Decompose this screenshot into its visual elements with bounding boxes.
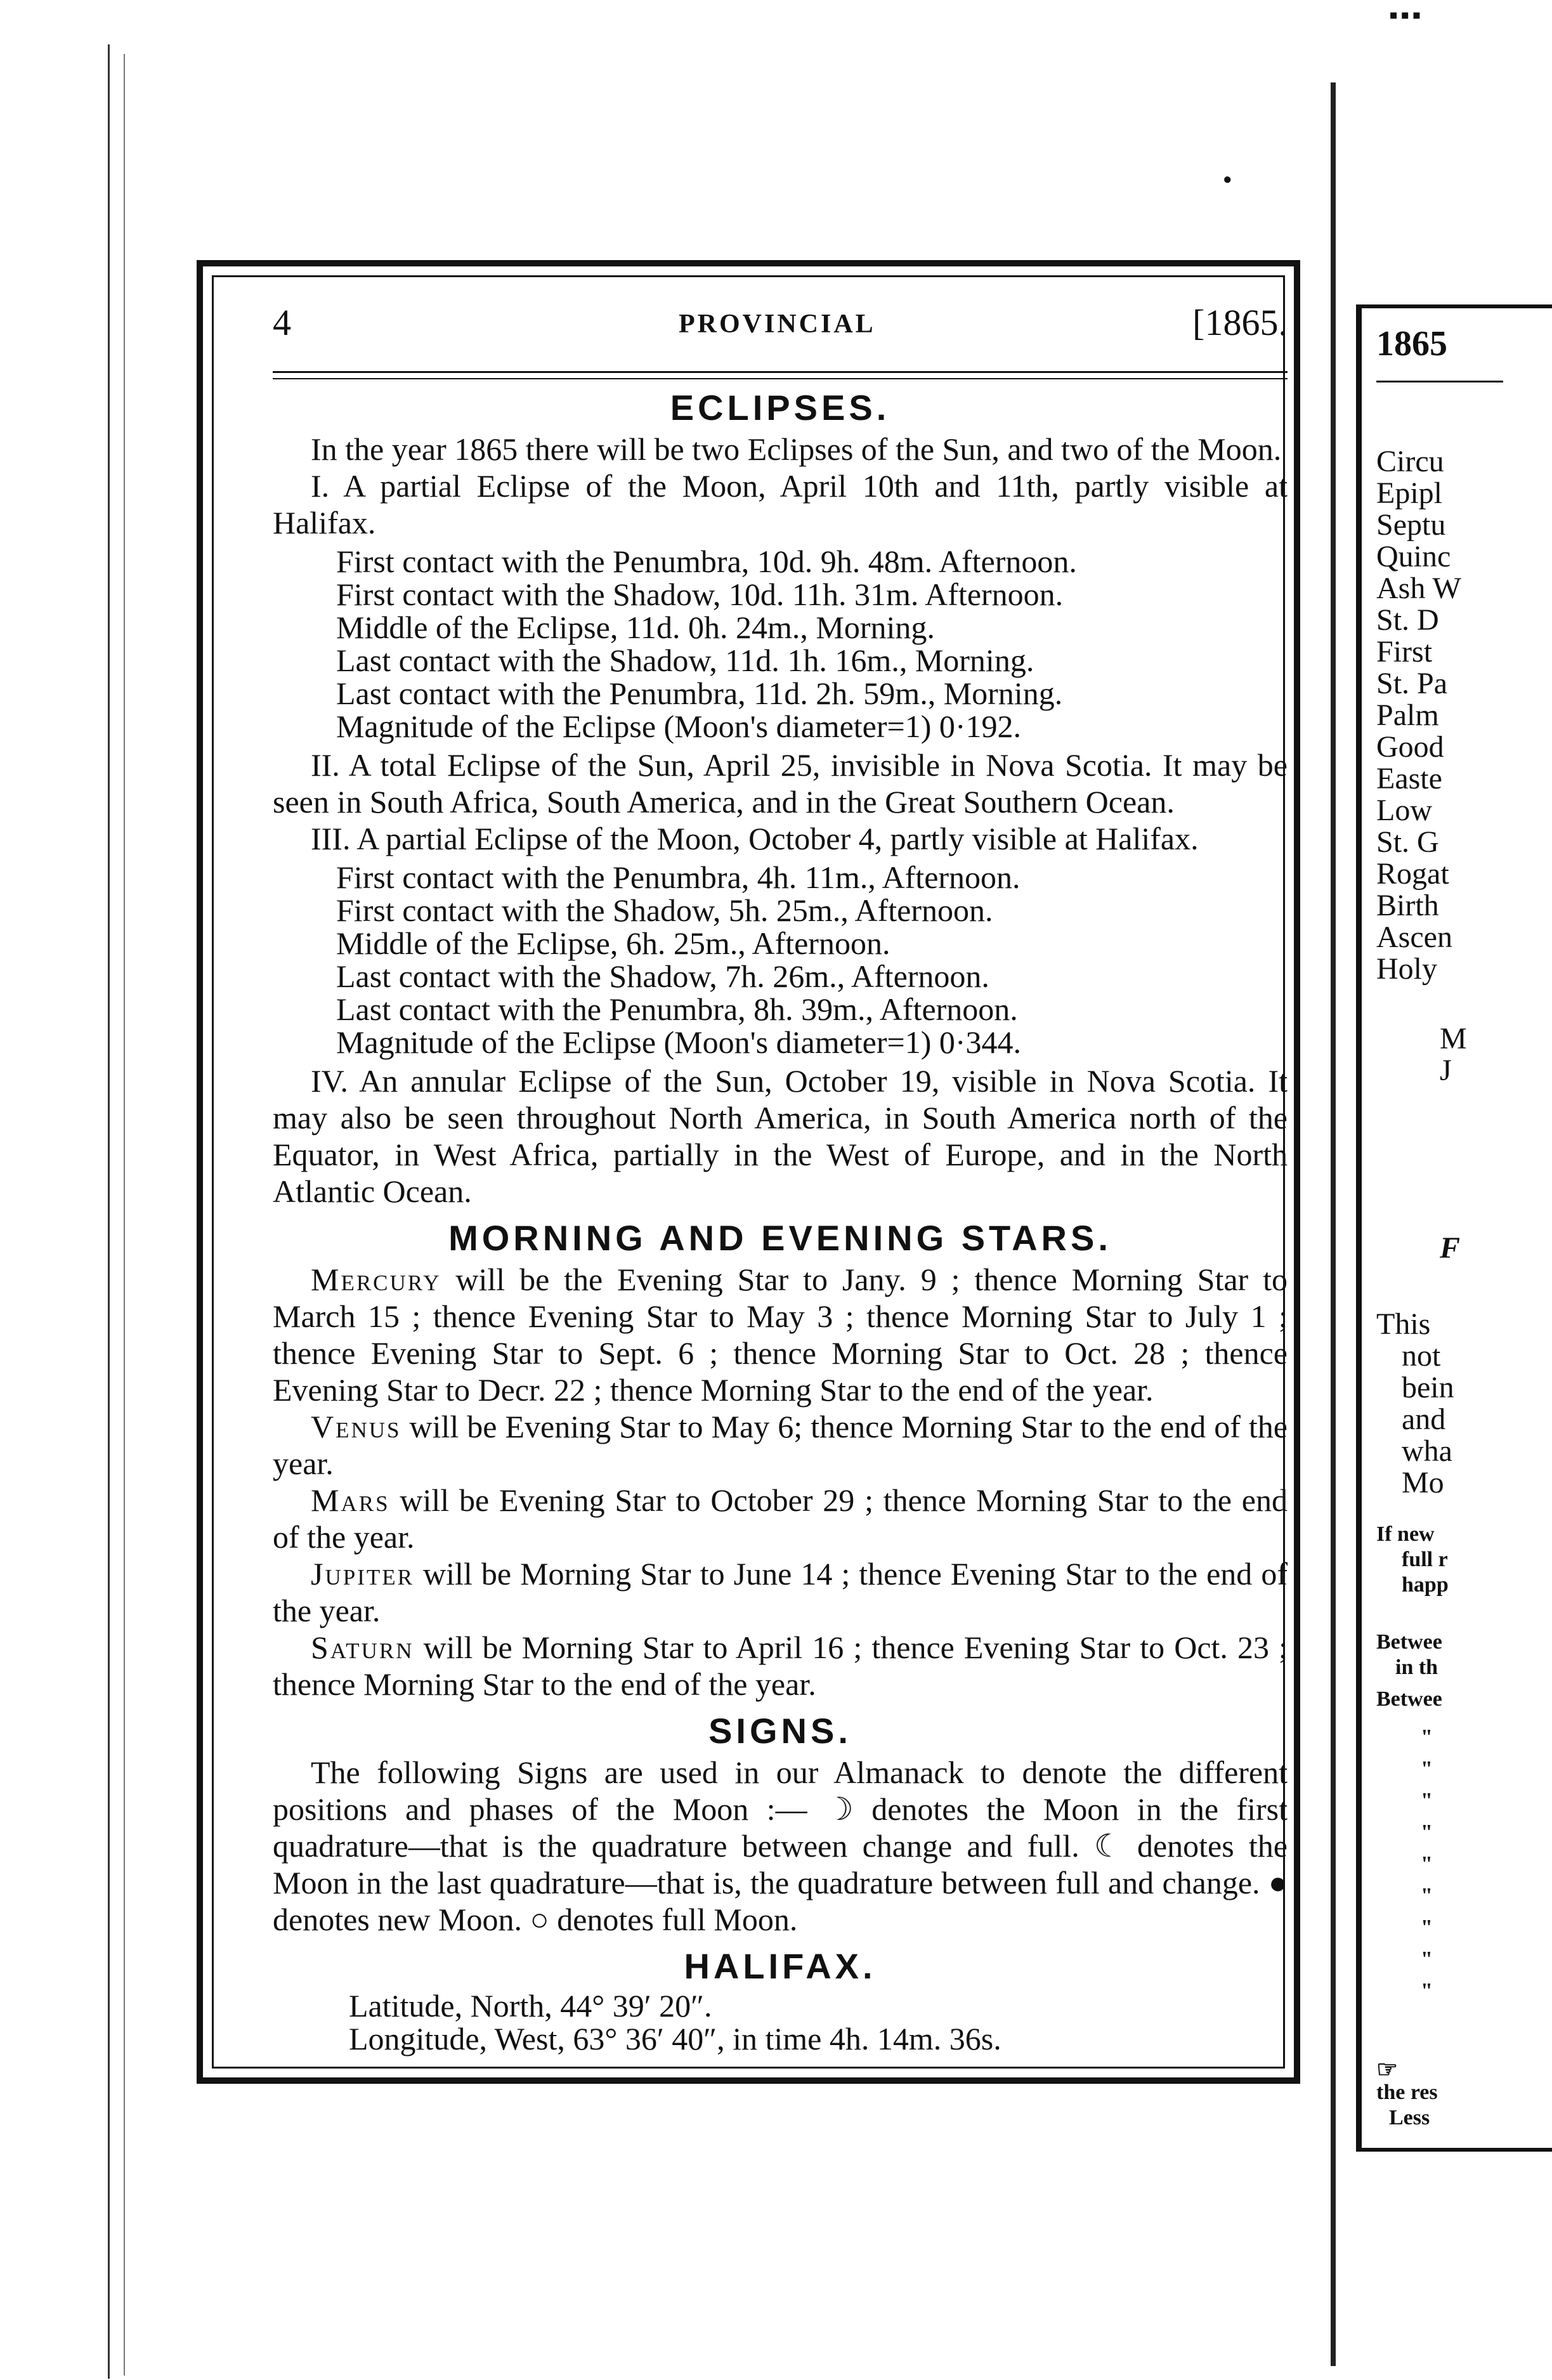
neighbor-line: Good <box>1376 730 1444 764</box>
list-item: Last contact with the Penumbra, 11d. 2h. 59m., Morning. <box>336 676 1063 711</box>
page-frame <box>197 260 1300 2084</box>
mars-text: will be Evening Star to October 29 ; thence Morning Star to the end of the year. <box>273 1482 1288 1555</box>
list-item: First contact with the Shadow, 10d. 11h. 31m. Afternoon. <box>336 577 1064 612</box>
neighbor-page-year: 1865 <box>1376 324 1447 363</box>
halifax-longitude: Longitude, West, 63° 36′ 40″, in time 4h. 14m. 36s. <box>349 2021 1001 2056</box>
neighbor-line: Betwee <box>1376 1687 1442 1711</box>
left-page-inner-edge <box>124 54 133 2376</box>
neighbor-line: M <box>1440 1022 1467 1056</box>
mercury-paragraph <box>273 1261 1288 1408</box>
neighbor-line: Low <box>1376 794 1432 827</box>
halifax-title: HALIFAX. <box>684 1946 877 1986</box>
ditto-mark: " <box>1421 1947 1433 1971</box>
eclipse-iv-text: IV. An annular Eclipse of the Sun, October 19, visible in Nova Scotia. It may also be seen throughout North America, in South America north of the Equator, in West Africa, partially in the West of Europe, and in the North Atlantic Ocean. <box>273 1063 1288 1209</box>
signs-text-3: denotes the Moon in the last quadrature—that is, the quadrature between full and change. <box>273 1828 1288 1900</box>
mars-paragraph <box>273 1482 1288 1555</box>
stars-title: MORNING AND EVENING STARS. <box>448 1218 1112 1258</box>
neighbor-line: Palm <box>1376 698 1439 732</box>
neighbor-page-rule <box>1376 381 1503 383</box>
list-item: Last contact with the Penumbra, 8h. 39m., Afternoon. <box>336 991 1018 1027</box>
neighbor-line: not <box>1402 1339 1441 1373</box>
neighbor-line: Birth <box>1376 889 1439 922</box>
ditto-mark: " <box>1421 1979 1433 2003</box>
neighbor-line: and <box>1402 1403 1446 1436</box>
venus-name: Venus <box>311 1409 401 1444</box>
signs-text-1: The following Signs are used in our Almanack to denote the different positions and phases of the Moon :— <box>273 1755 1288 1827</box>
first-quarter-icon: ☽ <box>825 1791 854 1827</box>
neighbor-line: Ascen <box>1376 920 1452 954</box>
neighbor-line: Less <box>1389 2106 1430 2129</box>
page-number: 4 <box>273 302 291 343</box>
ditto-mark: " <box>1421 1916 1433 1939</box>
neighbor-line: Mo <box>1402 1466 1444 1500</box>
neighbor-line: in th <box>1395 1656 1438 1679</box>
neighbor-line: Circu <box>1376 445 1444 478</box>
page-content <box>273 301 1288 2059</box>
jupiter-name: Jupiter <box>311 1556 414 1592</box>
neighbor-line: Betwee <box>1376 1630 1442 1654</box>
halifax-latitude: Latitude, North, 44° 39′ 20″. <box>349 1988 712 2024</box>
saturn-text: will be Morning Star to April 16 ; thence Evening Star to Oct. 23 ; thence Morning Star to the end of the year. <box>273 1630 1288 1702</box>
neighbor-line: St. G <box>1376 825 1439 859</box>
signs-paragraph <box>273 1754 1288 1938</box>
neighbor-line: Septu <box>1376 508 1446 542</box>
last-quarter-icon: ☾ <box>1093 1828 1123 1864</box>
neighbor-line: This <box>1376 1307 1431 1341</box>
neighbor-line: If new <box>1376 1522 1435 1546</box>
running-head-year: [1865. <box>1192 302 1288 343</box>
signs-text-4: denotes new Moon. <box>273 1902 530 1937</box>
page-gutter <box>1331 82 1336 2366</box>
neighbor-line: wha <box>1402 1434 1452 1468</box>
eclipses-title: ECLIPSES. <box>670 388 890 428</box>
list-item: Middle of the Eclipse, 11d. 0h. 24m., Morning. <box>336 610 935 645</box>
pointing-hand-icon: ☞ <box>1376 2056 1399 2083</box>
eclipse-i-list <box>336 545 1288 743</box>
neighbor-line: Quinc <box>1376 540 1451 573</box>
list-item: Magnitude of the Eclipse (Moon's diameter=1) 0·192. <box>336 709 1022 744</box>
neighbor-page-fragment <box>1351 254 1467 2157</box>
saturn-name: Saturn <box>311 1630 414 1665</box>
list-item: Middle of the Eclipse, 6h. 25m., Afternoon. <box>336 925 890 961</box>
ditto-mark: " <box>1421 1789 1433 1812</box>
neighbor-line: St. Pa <box>1376 667 1448 700</box>
signs-text-5: denotes full Moon. <box>549 1902 798 1937</box>
eclipse-iii-list <box>336 861 1288 1059</box>
ditto-mark: " <box>1421 1884 1433 1907</box>
ditto-mark: " <box>1421 1757 1433 1781</box>
neighbor-line: Epipl <box>1376 476 1442 510</box>
neighbor-line: bein <box>1402 1371 1454 1404</box>
neighbor-line: full r <box>1402 1548 1448 1571</box>
jupiter-paragraph <box>273 1555 1288 1629</box>
neighbor-line: F <box>1440 1231 1461 1265</box>
running-head-title: PROVINCIAL <box>679 310 876 339</box>
list-item: First contact with the Shadow, 5h. 25m., Afternoon. <box>336 893 993 928</box>
signs-title: SIGNS. <box>708 1711 852 1751</box>
list-item: First contact with the Penumbra, 10d. 9h. 48m. Afternoon. <box>336 544 1077 579</box>
neighbor-line: Holy <box>1376 952 1437 986</box>
eclipses-intro: In the year 1865 there will be two Eclipses of the Sun, and two of the Moon. <box>311 431 1282 467</box>
list-item: Magnitude of the Eclipse (Moon's diameter=1) 0·344. <box>336 1024 1022 1060</box>
venus-paragraph <box>273 1408 1288 1482</box>
new-moon-icon: ● <box>1268 1865 1288 1900</box>
neighbor-line: Rogat <box>1376 857 1449 891</box>
scan-dot: ● <box>1223 171 1235 188</box>
list-item: First contact with the Penumbra, 4h. 11m., Afternoon. <box>336 860 1021 895</box>
eclipse-i-text: I. A partial Eclipse of the Moon, April 10th and 11th, partly visible at Halifax. <box>273 468 1288 540</box>
full-moon-icon: ○ <box>530 1902 549 1937</box>
signs-text-2: denotes the Moon in the first quadrature—that is the quadrature between change and full. <box>273 1791 1288 1864</box>
ditto-mark: " <box>1421 1852 1433 1876</box>
eclipse-iii-text: III. A partial Eclipse of the Moon, October 4, partly visible at Halifax. <box>311 821 1199 856</box>
neighbor-line: the res <box>1376 2081 1438 2104</box>
jupiter-text: will be Morning Star to June 14 ; thence Evening Star to the end of the year. <box>273 1556 1288 1628</box>
ditto-mark: " <box>1421 1821 1433 1844</box>
neighbor-line: happ <box>1402 1573 1449 1597</box>
neighbor-line: J <box>1440 1054 1452 1087</box>
mars-name: Mars <box>311 1482 390 1518</box>
venus-text: will be Evening Star to May 6; thence Morning Star to the end of the year. <box>273 1409 1288 1481</box>
eclipse-ii-text: II. A total Eclipse of the Sun, April 25, invisible in Nova Scotia. It may be seen in South Africa, South America, and in the Great Southern Ocean. <box>273 747 1288 820</box>
mercury-text: will be the Evening Star to Jany. 9 ; thence Morning Star to March 15 ; thence Evening Star to May 3 ; thence Morning Star to July 1 ; thence Evening Star to Sept. 6 ; thence Morning Star to Oct. 28 ; thence Evening Star to Decr. 22 ; thence Morning Star to the end of the year. <box>273 1262 1288 1408</box>
neighbor-line: Easte <box>1376 762 1442 795</box>
neighbor-line: First <box>1376 635 1433 669</box>
list-item: Last contact with the Shadow, 7h. 26m., Afternoon. <box>336 958 989 994</box>
running-header <box>273 301 1288 373</box>
ditto-mark: " <box>1421 1725 1433 1749</box>
mercury-name: Mercury <box>311 1262 441 1297</box>
scan-mark: ▪▪▪ <box>1389 1 1424 29</box>
neighbor-line: Ash W <box>1376 572 1461 605</box>
saturn-paragraph <box>273 1629 1288 1703</box>
list-item: Last contact with the Shadow, 11d. 1h. 16m., Morning. <box>336 643 1034 678</box>
neighbor-line: St. D <box>1376 603 1439 637</box>
header-rule <box>273 378 1288 379</box>
halifax-coordinates <box>349 1989 1288 2055</box>
